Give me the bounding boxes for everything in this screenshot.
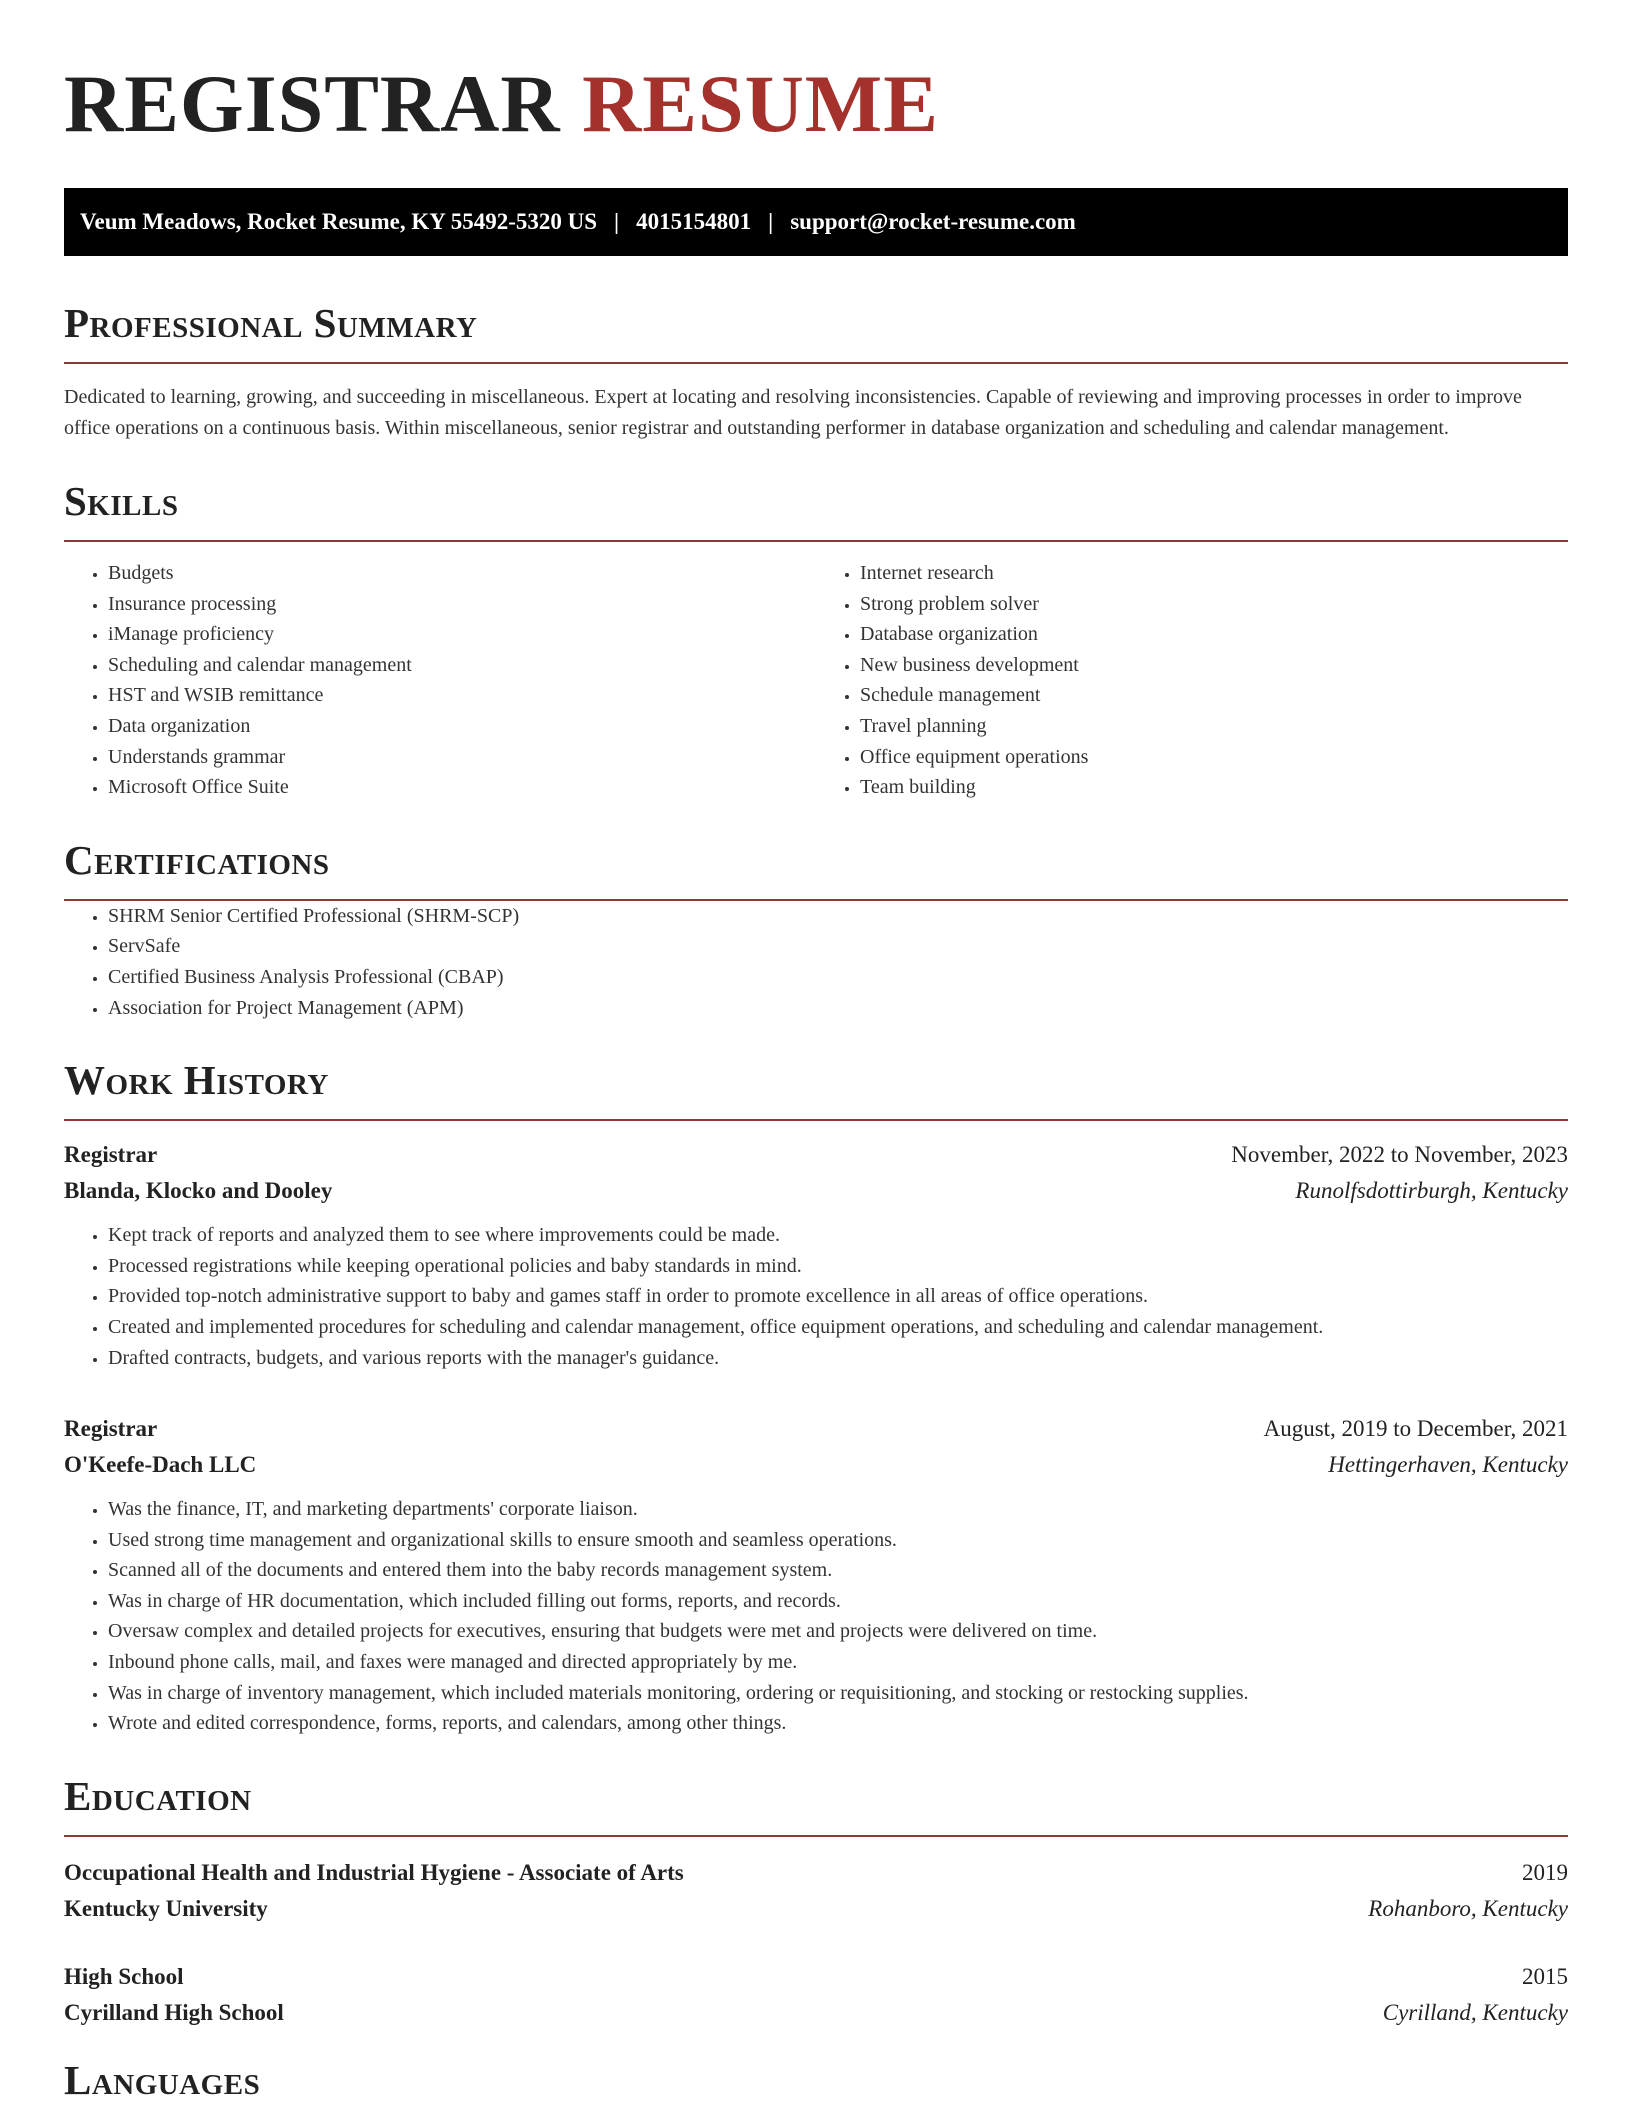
job-company: Blanda, Klocko and Dooley bbox=[64, 1178, 333, 1204]
duty-item: • Drafted contracts, budgets, and various reports with the manager's guidance. bbox=[108, 1343, 1568, 1374]
job-company: O'Keefe-Dach LLC bbox=[64, 1452, 257, 1478]
contact-separator: | bbox=[768, 209, 774, 234]
certification-item: • Association for Project Management (APM) bbox=[108, 993, 1568, 1024]
job-dates: November, 2022 to November, 2023 bbox=[1231, 1142, 1568, 1168]
certification-item: • Certified Business Analysis Professional (CBAP) bbox=[108, 962, 1568, 993]
section-divider bbox=[64, 1119, 1568, 1121]
summary-heading: Professional Summary bbox=[64, 300, 478, 346]
education-section bbox=[64, 1769, 1568, 2031]
education-year: 2019 bbox=[1522, 1859, 1568, 1885]
contact-separator: | bbox=[614, 209, 620, 234]
duty-item: • Provided top-notch administrative support to baby and games staff in order to promote excellence in all areas of office operations. bbox=[108, 1281, 1568, 1312]
duty-item: • Oversaw complex and detailed projects for executives, ensuring that budgets were met and projects were delivered on time. bbox=[108, 1616, 1568, 1647]
job-title: Registrar bbox=[64, 1416, 158, 1442]
skill-item: • Scheduling and calendar management bbox=[108, 650, 816, 681]
skills-section bbox=[64, 474, 1568, 803]
duty-item: • Kept track of reports and analyzed them to see where improvements could be made. bbox=[108, 1220, 1568, 1251]
contact-bar bbox=[64, 188, 1568, 256]
education-location: Rohanboro, Kentucky bbox=[1368, 1895, 1568, 1921]
skill-item: • Office equipment operations bbox=[860, 742, 1568, 773]
languages-heading: Languages bbox=[64, 2056, 261, 2103]
job-dates: August, 2019 to December, 2021 bbox=[1263, 1416, 1568, 1442]
duty-item: • Created and implemented procedures for scheduling and calendar management, office equipment operations, and scheduling and calendar management. bbox=[108, 1312, 1568, 1343]
job-entry bbox=[64, 1137, 1568, 1373]
skills-grid bbox=[64, 558, 1568, 803]
work-history-section bbox=[64, 1053, 1568, 1739]
skill-item: • HST and WSIB remittance bbox=[108, 680, 816, 711]
skill-item: • Schedule management bbox=[860, 680, 1568, 711]
summary-section bbox=[64, 296, 1568, 444]
title-part-2: RESUME bbox=[582, 58, 939, 149]
skill-item: • Internet research bbox=[860, 558, 1568, 589]
skill-item: • Microsoft Office Suite bbox=[108, 772, 816, 803]
job-duties bbox=[64, 1494, 1568, 1739]
skill-item: • Travel planning bbox=[860, 711, 1568, 742]
skill-item: • New business development bbox=[860, 650, 1568, 681]
summary-text: Dedicated to learning, growing, and succeeding in miscellaneous. Expert at locating and resolving inconsistencies. Capable of reviewing and improving processes in order to improve office operations on a continuous basis. Within miscellaneous, senior registrar and outstanding performer in database organization and scheduling and calendar management. bbox=[64, 386, 1522, 439]
skill-item: • Insurance processing bbox=[108, 589, 816, 620]
duty-item: • Inbound phone calls, mail, and faxes were managed and directed appropriately by me. bbox=[108, 1647, 1568, 1678]
contact-email: support@rocket-resume.com bbox=[790, 209, 1076, 234]
duty-item: • Processed registrations while keeping operational policies and baby standards in mind. bbox=[108, 1251, 1568, 1282]
education-entry bbox=[64, 1855, 1568, 1927]
section-divider bbox=[64, 362, 1568, 364]
skills-column-left bbox=[64, 558, 816, 803]
skill-item: • Data organization bbox=[108, 711, 816, 742]
education-heading: Education bbox=[64, 1772, 252, 1819]
skill-item: • Database organization bbox=[860, 619, 1568, 650]
education-entry bbox=[64, 1959, 1568, 2031]
skills-column-right bbox=[816, 558, 1568, 803]
duty-item: • Was in charge of inventory management, which included materials monitoring, ordering or requisitioning, and stocking or restocking supplies. bbox=[108, 1678, 1568, 1709]
certifications-heading: Certifications bbox=[64, 836, 330, 883]
skill-item: • Budgets bbox=[108, 558, 816, 589]
duty-item: • Used strong time management and organizational skills to ensure smooth and seamless operations. bbox=[108, 1525, 1568, 1556]
education-degree: Occupational Health and Industrial Hygiene - Associate of Arts bbox=[64, 1859, 684, 1885]
skill-item: • iManage proficiency bbox=[108, 619, 816, 650]
section-divider bbox=[64, 540, 1568, 542]
job-entry bbox=[64, 1411, 1568, 1739]
contact-address: Veum Meadows, Rocket Resume, KY 55492-5320 US bbox=[80, 209, 598, 234]
certification-item: • ServSafe bbox=[108, 931, 1568, 962]
section-divider bbox=[64, 1835, 1568, 1837]
title-part-1: REGISTRAR bbox=[64, 58, 561, 149]
work-history-heading: Work History bbox=[64, 1057, 329, 1104]
job-title: Registrar bbox=[64, 1142, 158, 1168]
education-degree: High School bbox=[64, 1963, 184, 1989]
duty-item: • Wrote and edited correspondence, forms, reports, and calendars, among other things. bbox=[108, 1708, 1568, 1739]
education-school: Cyrilland High School bbox=[64, 1999, 284, 2025]
skills-heading: Skills bbox=[64, 478, 179, 524]
job-location: Runolfsdottirburgh, Kentucky bbox=[1295, 1178, 1568, 1204]
contact-phone: 4015154801 bbox=[636, 209, 752, 234]
education-school: Kentucky University bbox=[64, 1895, 268, 1921]
skill-item: • Strong problem solver bbox=[860, 589, 1568, 620]
job-duties bbox=[64, 1220, 1568, 1373]
certifications-list bbox=[64, 901, 1568, 1023]
certifications-section bbox=[64, 833, 1568, 1023]
languages-section bbox=[64, 2053, 1568, 2107]
job-location: Hettingerhaven, Kentucky bbox=[1328, 1452, 1568, 1478]
certification-item: • SHRM Senior Certified Professional (SHRM-SCP) bbox=[108, 901, 1568, 932]
resume-title bbox=[64, 0, 1568, 152]
education-year: 2015 bbox=[1522, 1963, 1568, 1989]
duty-item: • Scanned all of the documents and entered them into the baby records management system. bbox=[108, 1555, 1568, 1586]
duty-item: • Was in charge of HR documentation, which included filling out forms, reports, and records. bbox=[108, 1586, 1568, 1617]
skill-item: • Team building bbox=[860, 772, 1568, 803]
duty-item: • Was the finance, IT, and marketing departments' corporate liaison. bbox=[108, 1494, 1568, 1525]
education-location: Cyrilland, Kentucky bbox=[1382, 1999, 1568, 2025]
skill-item: • Understands grammar bbox=[108, 742, 816, 773]
